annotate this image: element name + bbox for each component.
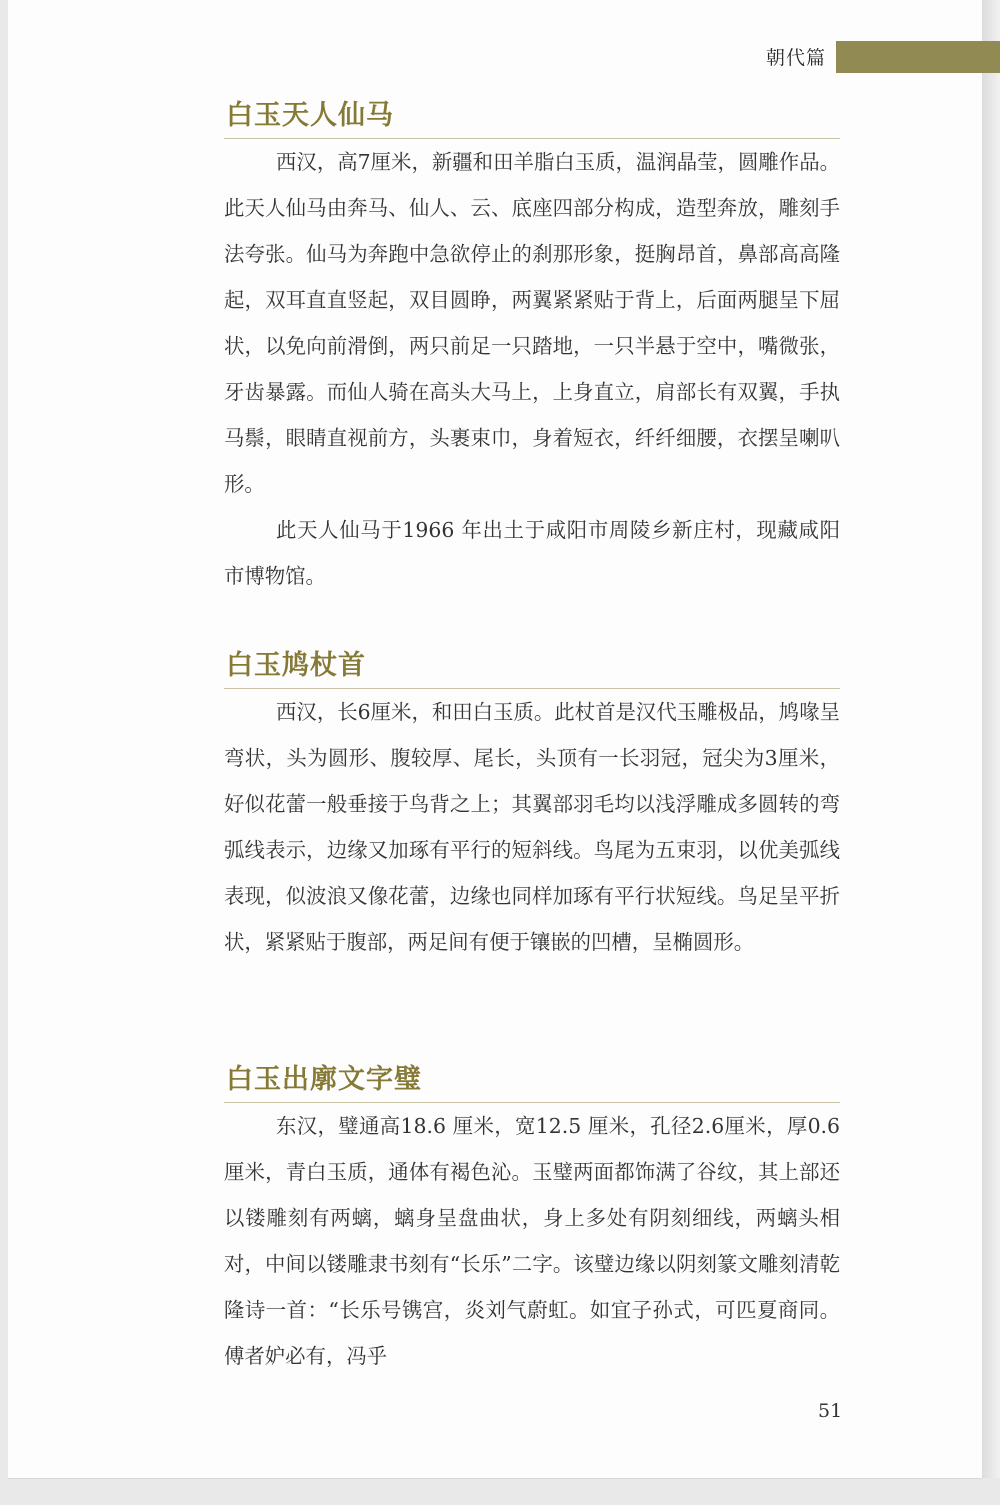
section-body <box>224 139 840 599</box>
section-white-jade-celestial-horse <box>224 98 840 599</box>
section-white-jade-dove-staff-head <box>224 648 840 965</box>
paragraph: 西汉，高7厘米，新疆和田羊脂白玉质，温润晶莹，圆雕作品。此天人仙马由奔马、仙人、云、底座四部分构成，造型奔放，雕刻手法夸张。仙马为奔跑中急欲停止的刹那形象，挺胸昂首，鼻部高高隆起，双耳直直竖起，双目圆睁，两翼紧紧贴于背上，后面两腿呈下屈状，以免向前滑倒，两只前足一只踏地，一只半悬于空中，嘴微张，牙齿暴露。而仙人骑在高头大马上，上身直立，肩部长有双翼，手执马鬃，眼睛直视前方，头裹束巾，身着短衣，纤纤细腰，衣摆呈喇叭形。 <box>224 150 840 496</box>
section-title: 白玉出廓文字璧 <box>224 1062 840 1103</box>
section-body <box>224 1103 840 1379</box>
paragraph: 西汉，长6厘米，和田白玉质。此杖首是汉代玉雕极品，鸠喙呈弯状，头为圆形、腹较厚、尾长，头顶有一长羽冠，冠尖为3厘米，好似花蕾一般垂接于鸟背之上；其翼部羽毛均以浅浮雕成多圆转的弯弧线表示，边缘又加琢有平行的短斜线。鸟尾为五束羽，以优美弧线表现，似波浪又像花蕾，边缘也同样加琢有平行状短线。鸟足呈平折状，紧紧贴于腹部，两足间有便于镶嵌的凹槽，呈椭圆形。 <box>224 700 840 954</box>
chapter-color-bar <box>836 41 1000 73</box>
page-number: 51 <box>818 1400 843 1422</box>
chapter-label: 朝代篇 <box>766 47 827 69</box>
section-body <box>224 689 840 965</box>
section-white-jade-inscribed-bi-disc <box>224 1062 840 1379</box>
paragraph: 此天人仙马于1966 年出土于咸阳市周陵乡新庄村，现藏咸阳市博物馆。 <box>224 518 840 588</box>
paragraph: 东汉，璧通高18.6 厘米，宽12.5 厘米，孔径2.6厘米，厚0.6厘米，青白玉质，通体有褐色沁。玉璧两面都饰满了谷纹，其上部还以镂雕刻有两螭，螭身呈盘曲状，身上多处有阴刻细线，两螭头相对，中间以镂雕隶书刻有“长乐”二字。该璧边缘以阴刻篆文雕刻清乾隆诗一首：“长乐号镌宫，炎刘气蔚虹。如宜子孙式，可匹夏商同。傅者妒必有，冯乎 <box>224 1114 840 1368</box>
section-title: 白玉鸠杖首 <box>224 648 840 689</box>
section-title: 白玉天人仙马 <box>224 98 840 139</box>
page-edge <box>982 0 1000 1478</box>
